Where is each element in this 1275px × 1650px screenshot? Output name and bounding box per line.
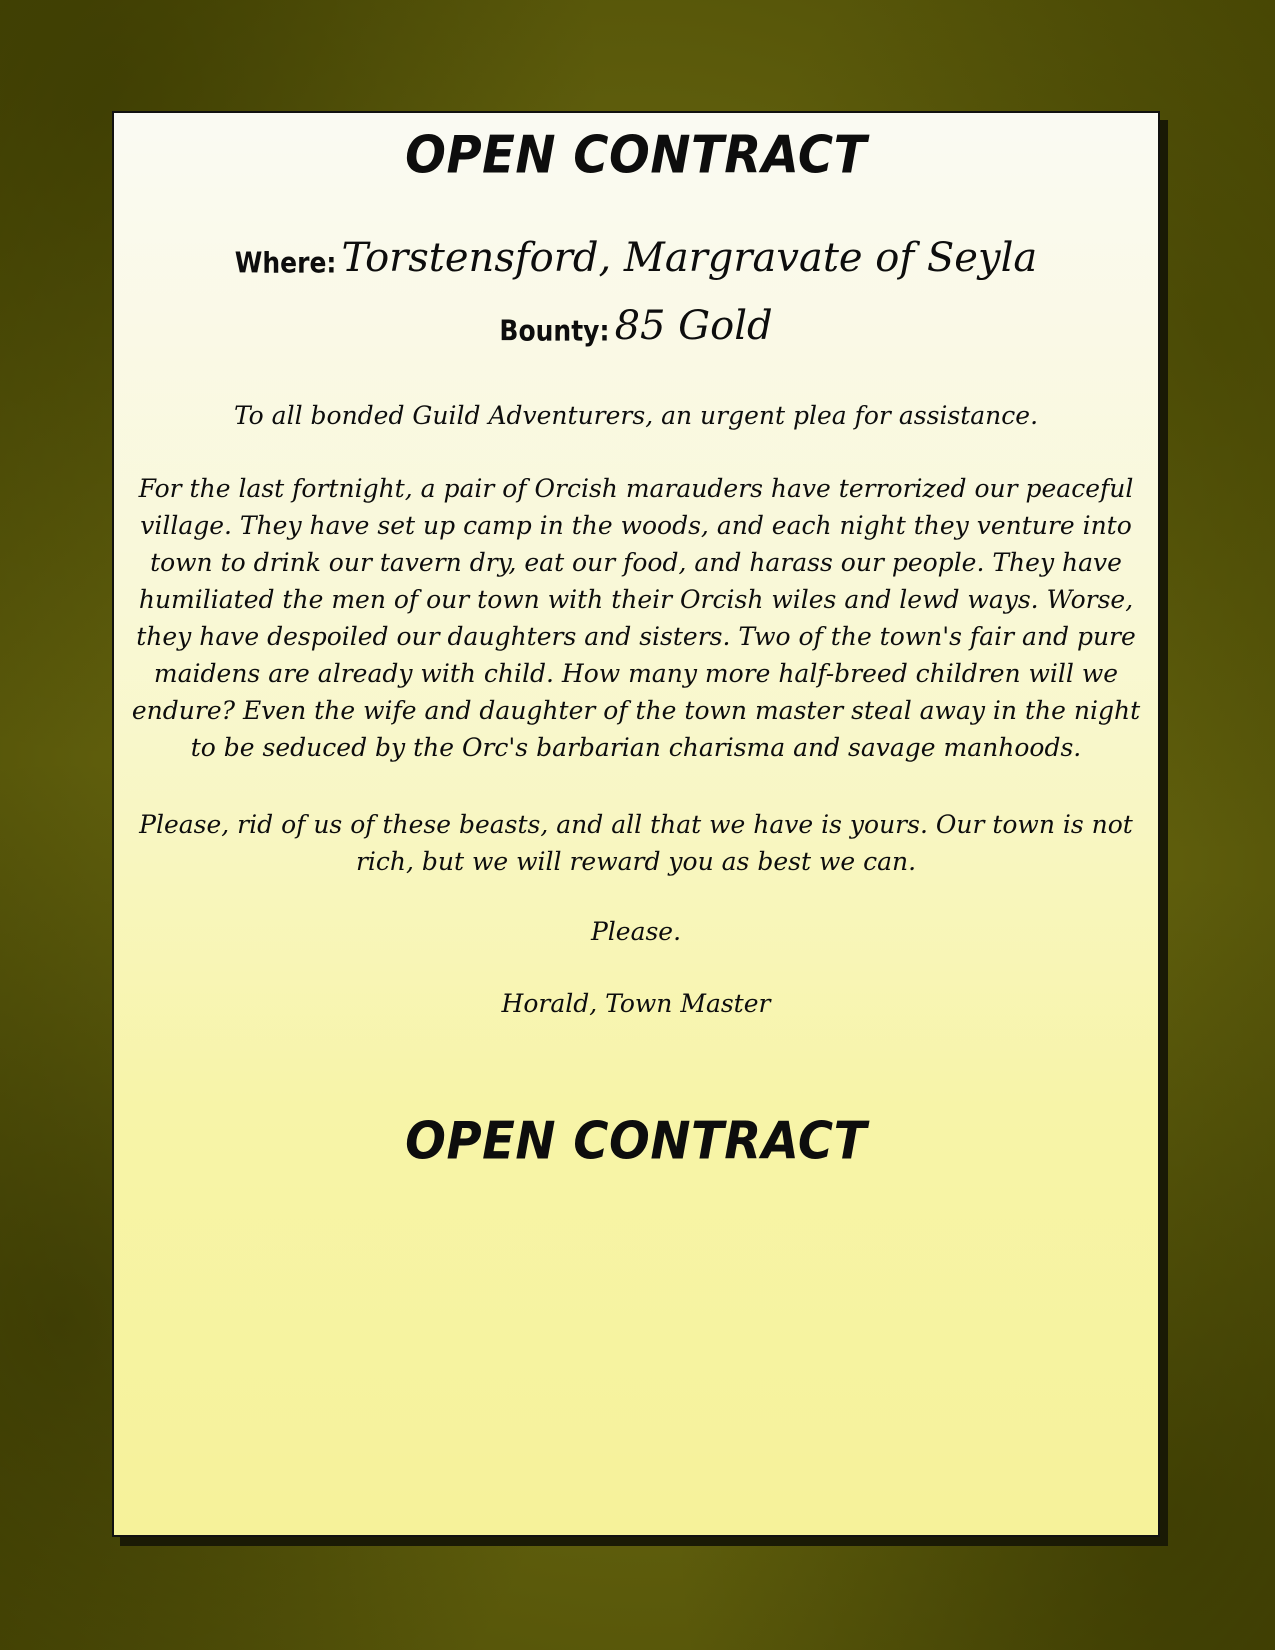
contract-paper (112, 111, 1160, 1537)
signature: Horald, Town Master (501, 989, 771, 1018)
please-text: Please. (590, 917, 682, 946)
where-line (114, 235, 1158, 281)
bounty-value: 85 Gold (614, 303, 773, 349)
where-value: Torstensford, Margravate of Seyla (341, 235, 1038, 281)
reward-paragraph: Please, rid of us of these beasts, and all that we have is yours. Our town is not rich, but we will reward you as best we can. (139, 810, 1133, 876)
bounty-label: Bounty: (499, 313, 610, 348)
footer-title: OPEN CONTRACT (405, 1110, 867, 1172)
plea-paragraph: For the last fortnight, a pair of Orcish marauders have terrorized our peaceful village. They have set up camp in the woods, and each night they venture into town to drink our tavern dry, eat our food, and harass our people. They have humiliated the men of our town with their Orcish wiles and lewd ways. Worse, they have despoiled our daughters and sisters. Two of the town's fair and pure maidens are already with child. How many more half-breed children will we endure? Even the wife and daughter of the town master steal away in the night to be seduced by the Orc's barbarian charisma and savage manhoods. (131, 474, 1141, 762)
greeting-text: To all bonded Guild Adventurers, an urgent plea for assistance. (233, 401, 1039, 430)
contract-title: OPEN CONTRACT (405, 124, 867, 186)
bounty-line (114, 303, 1158, 349)
where-label: Where: (234, 245, 337, 280)
